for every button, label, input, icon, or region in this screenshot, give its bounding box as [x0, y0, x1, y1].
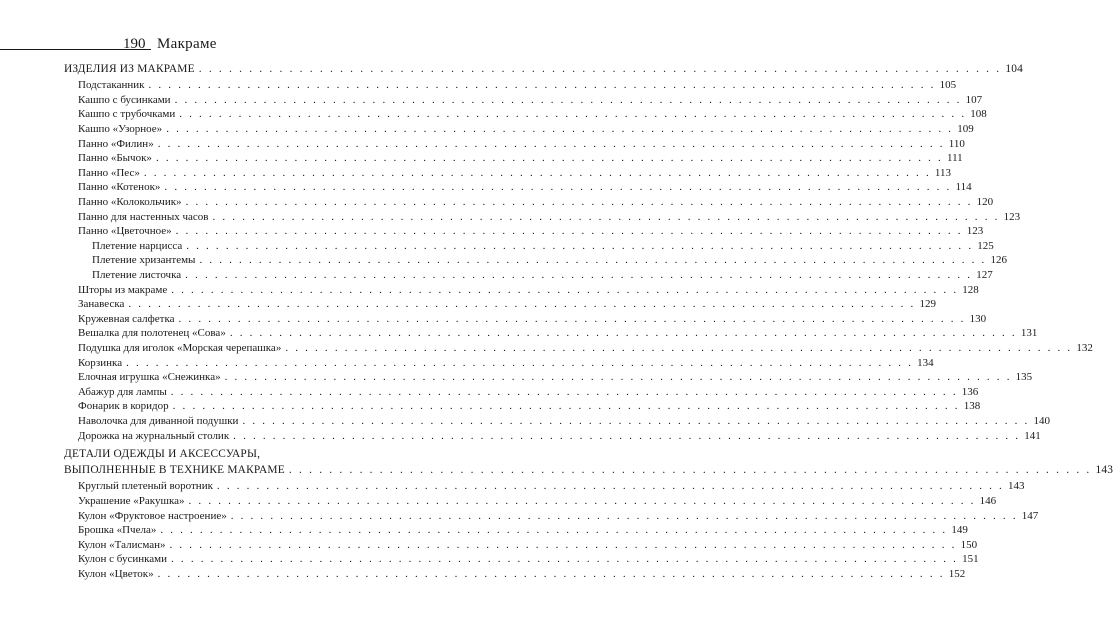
section-heading: [64, 463, 1113, 478]
entry-page: 114: [955, 181, 972, 194]
toc-item: [78, 370, 1033, 385]
dot-leader: . . . . . . . . . . . . . . . . . . . . . . . . . . . . . . . . . . . . . . . . . . . . . . . . . . . . . . . . . . . . . . . . . . . . . . . . . . . . . . . .: [185, 269, 973, 281]
entry-page: 120: [976, 196, 994, 208]
entry-title: Кулон с бусинками: [78, 553, 168, 566]
dot-leader: . . . . . . . . . . . . . . . . . . . . . . . . . . . . . . . . . . . . . . . . . . . . . . . . . . . . . . . . . . . . . . . . . . . . . . . . . . . . . . . .: [171, 553, 959, 566]
entry-title: Елочная игрушка «Снежинка»: [78, 371, 221, 384]
toc-item: [78, 552, 979, 567]
entry-page: 129: [919, 298, 936, 311]
entry-page: 130: [969, 312, 987, 325]
entry-page: 146: [979, 495, 997, 507]
entry-title: ВЫПОЛНЕННЫЕ В ТЕХНИКЕ МАКРАМЕ: [64, 464, 285, 477]
toc-item: [78, 297, 936, 312]
entry-title: Вешалка для полотенец «Сова»: [78, 327, 226, 340]
dot-leader: . . . . . . . . . . . . . . . . . . . . . . . . . . . . . . . . . . . . . . . . . . . . . . . . . . . . . . . . . . . . . . . . . . . . . . . . . . . . . . . .: [174, 93, 962, 106]
entry-title: Плетение нарцисса: [92, 239, 183, 252]
toc-item: [78, 567, 966, 582]
entry-page: 141: [1024, 429, 1041, 442]
dot-leader: . . . . . . . . . . . . . . . . . . . . . . . . . . . . . . . . . . . . . . . . . . . . . . . . . . . . . . . . . . . . . . . . . . . . . . . . . . . . . . . .: [170, 385, 958, 398]
entry-page: 136: [961, 385, 979, 398]
toc-item: [78, 494, 997, 509]
entry-title: Фонарик в коридор: [78, 400, 169, 413]
entry-title: Кулон «Талисман»: [78, 538, 166, 551]
dot-leader: . . . . . . . . . . . . . . . . . . . . . . . . . . . . . . . . . . . . . . . . . . . . . . . . . . . . . . . . . . . . . . . . . . . . . . . . . . . . . . . .: [186, 239, 974, 252]
entry-title: Панно для настенных часов: [78, 210, 209, 223]
toc-item: [78, 479, 1025, 494]
entry-title: Панно «Цветочное»: [78, 225, 172, 238]
entry-title: Корзинка: [78, 356, 123, 369]
dot-leader: . . . . . . . . . . . . . . . . . . . . . . . . . . . . . . . . . . . . . . . . . . . . . . . . . . . . . . . . . . . . . . . . . . . . . . . . . . . . . . . .: [288, 464, 1092, 477]
toc-item: [78, 166, 951, 181]
dot-leader: . . . . . . . . . . . . . . . . . . . . . . . . . . . . . . . . . . . . . . . . . . . . . . . . . . . . . . . . . . . . . . . . . . . . . . . . . . . . . . . .: [198, 63, 1002, 75]
entry-page: 110: [948, 137, 965, 150]
entry-page: 108: [970, 108, 987, 121]
entry-title: Кулон «Фруктовое настроение»: [78, 509, 227, 522]
dot-leader: . . . . . . . . . . . . . . . . . . . . . . . . . . . . . . . . . . . . . . . . . . . . . . . . . . . . . . . . . . . . . . . . . . . . . . . . . . . . . . . .: [242, 415, 1030, 427]
toc-item: [78, 224, 984, 239]
toc-item: [78, 107, 987, 122]
toc-item: [78, 385, 979, 400]
entry-page: 127: [976, 269, 993, 281]
toc-item: [78, 523, 968, 538]
entry-page: 135: [1015, 371, 1033, 384]
toc-item: [78, 180, 972, 195]
dot-leader: . . . . . . . . . . . . . . . . . . . . . . . . . . . . . . . . . . . . . . . . . . . . . . . . . . . . . . . . . . . . . . . . . . . . . . . . . . . . . . . .: [164, 181, 952, 194]
toc-item: [78, 399, 981, 414]
dot-leader: . . . . . . . . . . . . . . . . . . . . . . . . . . . . . . . . . . . . . . . . . . . . . . . . . . . . . . . . . . . . . . . . . . . . . . . . . . . . . . . .: [229, 327, 1017, 340]
entry-page: 143: [1095, 464, 1113, 477]
entry-page: 131: [1020, 327, 1038, 340]
entry-title: Панно «Пес»: [78, 166, 140, 179]
toc-item: [78, 326, 1038, 341]
dot-leader: . . . . . . . . . . . . . . . . . . . . . . . . . . . . . . . . . . . . . . . . . . . . . . . . . . . . . . . . . . . . . . . . . . . . . . . . . . . . . . . .: [126, 356, 914, 369]
entry-title: Круглый плетеный воротник: [78, 480, 213, 493]
entry-page: 111: [947, 152, 963, 165]
entry-page: 113: [934, 166, 951, 179]
dot-leader: . . . . . . . . . . . . . . . . . . . . . . . . . . . . . . . . . . . . . . . . . . . . . . . . . . . . . . . . . . . . . . . . . . . . . . . . . . . . . . . .: [179, 108, 967, 121]
entry-page: 150: [960, 538, 978, 551]
dot-leader: . . . . . . . . . . . . . . . . . . . . . . . . . . . . . . . . . . . . . . . . . . . . . . . . . . . . . . . . . . . . . . . . . . . . . . . . . . . . . . . .: [148, 79, 936, 92]
entry-page: 104: [1005, 63, 1023, 75]
entry-page: 138: [963, 400, 981, 413]
toc-item: [78, 356, 934, 371]
entry-page: 143: [1007, 480, 1025, 493]
entry-page: 147: [1021, 509, 1039, 522]
toc-item: [78, 429, 1041, 444]
entry-title: Кашпо с бусинками: [78, 93, 171, 106]
entry-title: ИЗДЕЛИЯ ИЗ МАКРАМЕ: [64, 63, 195, 75]
section-heading: [64, 62, 1023, 77]
entry-page: 107: [965, 93, 983, 106]
dot-leader: . . . . . . . . . . . . . . . . . . . . . . . . . . . . . . . . . . . . . . . . . . . . . . . . . . . . . . . . . . . . . . . . . . . . . . . . . . . . . . . .: [128, 298, 916, 311]
toc-subitem: [92, 253, 1008, 268]
toc-item: [78, 538, 978, 553]
entry-page: 123: [1003, 210, 1021, 223]
entry-title: Кружевная салфетка: [78, 312, 175, 325]
entry-title: Дорожка на журнальный столик: [78, 429, 230, 442]
entry-title: Брошка «Пчела»: [78, 524, 157, 537]
dot-leader: . . . . . . . . . . . . . . . . . . . . . . . . . . . . . . . . . . . . . . . . . . . . . . . . . . . . . . . . . . . . . . . . . . . . . . . . . . . . . . . .: [157, 568, 945, 580]
toc-subitem: [92, 239, 994, 254]
entry-title: Абажур для лампы: [78, 385, 167, 398]
toc-item: [78, 312, 987, 327]
dot-leader: . . . . . . . . . . . . . . . . . . . . . . . . . . . . . . . . . . . . . . . . . . . . . . . . . . . . . . . . . . . . . . . . . . . . . . . . . . . . . . . .: [143, 166, 931, 179]
section-heading-line: ДЕТАЛИ ОДЕЖДЫ И АКСЕССУАРЫ,: [64, 448, 261, 461]
dot-leader: . . . . . . . . . . . . . . . . . . . . . . . . . . . . . . . . . . . . . . . . . . . . . . . . . . . . . . . . . . . . . . . . . . . . . . . . . . . . . . . .: [233, 429, 1021, 442]
entry-page: 123: [966, 225, 984, 238]
dot-leader: . . . . . . . . . . . . . . . . . . . . . . . . . . . . . . . . . . . . . . . . . . . . . . . . . . . . . . . . . . . . . . . . . . . . . . . . . . . . . . . .: [169, 538, 957, 551]
dot-leader: . . . . . . . . . . . . . . . . . . . . . . . . . . . . . . . . . . . . . . . . . . . . . . . . . . . . . . . . . . . . . . . . . . . . . . . . . . . . . . . .: [172, 400, 960, 413]
toc-item: [78, 93, 983, 108]
entry-title: Кашпо «Узорное»: [78, 123, 163, 135]
entry-page: 128: [962, 283, 979, 296]
entry-page: 151: [962, 553, 979, 566]
entry-title: Шторы из макраме: [78, 283, 168, 296]
toc-item: [78, 414, 1050, 429]
dot-leader: . . . . . . . . . . . . . . . . . . . . . . . . . . . . . . . . . . . . . . . . . . . . . . . . . . . . . . . . . . . . . . . . . . . . . . . . . . . . . . . .: [157, 137, 945, 150]
entry-title: Панно «Бычок»: [78, 152, 152, 165]
entry-title: Наволочка для диванной подушки: [78, 415, 239, 427]
dot-leader: . . . . . . . . . . . . . . . . . . . . . . . . . . . . . . . . . . . . . . . . . . . . . . . . . . . . . . . . . . . . . . . . . . . . . . . . . . . . . . . .: [285, 342, 1073, 354]
dot-leader: . . . . . . . . . . . . . . . . . . . . . . . . . . . . . . . . . . . . . . . . . . . . . . . . . . . . . . . . . . . . . . . . . . . . . . . . . . . . . . . .: [224, 371, 1012, 384]
entry-page: 152: [948, 568, 966, 580]
dot-leader: . . . . . . . . . . . . . . . . . . . . . . . . . . . . . . . . . . . . . . . . . . . . . . . . . . . . . . . . . . . . . . . . . . . . . . . . . . . . . . . .: [171, 283, 959, 296]
page-number: 190: [123, 36, 146, 52]
entry-page: 105: [939, 79, 957, 92]
entry-title: Кашпо с трубочками: [78, 108, 176, 121]
dot-leader: . . . . . . . . . . . . . . . . . . . . . . . . . . . . . . . . . . . . . . . . . . . . . . . . . . . . . . . . . . . . . . . . . . . . . . . . . . . . . . . .: [188, 495, 976, 507]
entry-page: 109: [957, 123, 974, 135]
running-title: Макраме: [157, 36, 217, 52]
entry-page: 134: [917, 356, 934, 369]
toc-item: [78, 151, 963, 166]
entry-title: Украшение «Ракушка»: [78, 495, 185, 507]
toc-item: [78, 509, 1039, 524]
toc-item: [78, 341, 1093, 356]
dot-leader: . . . . . . . . . . . . . . . . . . . . . . . . . . . . . . . . . . . . . . . . . . . . . . . . . . . . . . . . . . . . . . . . . . . . . . . . . . . . . . . .: [230, 509, 1018, 522]
entry-title: Плетение хризантемы: [92, 254, 196, 267]
entry-title: Занавеска: [78, 298, 125, 311]
dot-leader: . . . . . . . . . . . . . . . . . . . . . . . . . . . . . . . . . . . . . . . . . . . . . . . . . . . . . . . . . . . . . . . . . . . . . . . . . . . . . . . .: [155, 152, 943, 165]
entry-title: Плетение листочка: [92, 269, 182, 281]
toc-item: [78, 78, 957, 93]
dot-leader: . . . . . . . . . . . . . . . . . . . . . . . . . . . . . . . . . . . . . . . . . . . . . . . . . . . . . . . . . . . . . . . . . . . . . . . . . . . . . . . .: [185, 196, 973, 208]
dot-leader: . . . . . . . . . . . . . . . . . . . . . . . . . . . . . . . . . . . . . . . . . . . . . . . . . . . . . . . . . . . . . . . . . . . . . . . . . . . . . . . .: [178, 312, 966, 325]
toc-item: [78, 195, 994, 210]
entry-title: Панно «Филин»: [78, 137, 154, 150]
dot-leader: . . . . . . . . . . . . . . . . . . . . . . . . . . . . . . . . . . . . . . . . . . . . . . . . . . . . . . . . . . . . . . . . . . . . . . . . . . . . . . . .: [212, 210, 1000, 223]
entry-page: 132: [1076, 342, 1093, 354]
dot-leader: . . . . . . . . . . . . . . . . . . . . . . . . . . . . . . . . . . . . . . . . . . . . . . . . . . . . . . . . . . . . . . . . . . . . . . . . . . . . . . . .: [166, 123, 954, 135]
toc-item: [78, 137, 965, 152]
dot-leader: . . . . . . . . . . . . . . . . . . . . . . . . . . . . . . . . . . . . . . . . . . . . . . . . . . . . . . . . . . . . . . . . . . . . . . . . . . . . . . . .: [160, 524, 948, 537]
entry-title: Подушка для иголок «Морская черепашка»: [78, 342, 282, 354]
entry-page: 149: [951, 524, 968, 537]
entry-title: Панно «Колокольчик»: [78, 196, 182, 208]
toc-item: [78, 210, 1021, 225]
toc-subitem: [92, 268, 993, 283]
entry-title: Подстаканник: [78, 79, 145, 92]
entry-page: 140: [1033, 415, 1050, 427]
toc-item: [78, 283, 979, 298]
dot-leader: . . . . . . . . . . . . . . . . . . . . . . . . . . . . . . . . . . . . . . . . . . . . . . . . . . . . . . . . . . . . . . . . . . . . . . . . . . . . . . . .: [175, 225, 963, 238]
entry-page: 126: [990, 254, 1008, 267]
dot-leader: . . . . . . . . . . . . . . . . . . . . . . . . . . . . . . . . . . . . . . . . . . . . . . . . . . . . . . . . . . . . . . . . . . . . . . . . . . . . . . . .: [199, 254, 987, 267]
entry-page: 125: [977, 239, 994, 252]
entry-title: Панно «Котенок»: [78, 181, 161, 194]
toc-item: [78, 122, 974, 137]
entry-title: Кулон «Цветок»: [78, 568, 154, 580]
dot-leader: . . . . . . . . . . . . . . . . . . . . . . . . . . . . . . . . . . . . . . . . . . . . . . . . . . . . . . . . . . . . . . . . . . . . . . . . . . . . . . . .: [216, 480, 1004, 493]
